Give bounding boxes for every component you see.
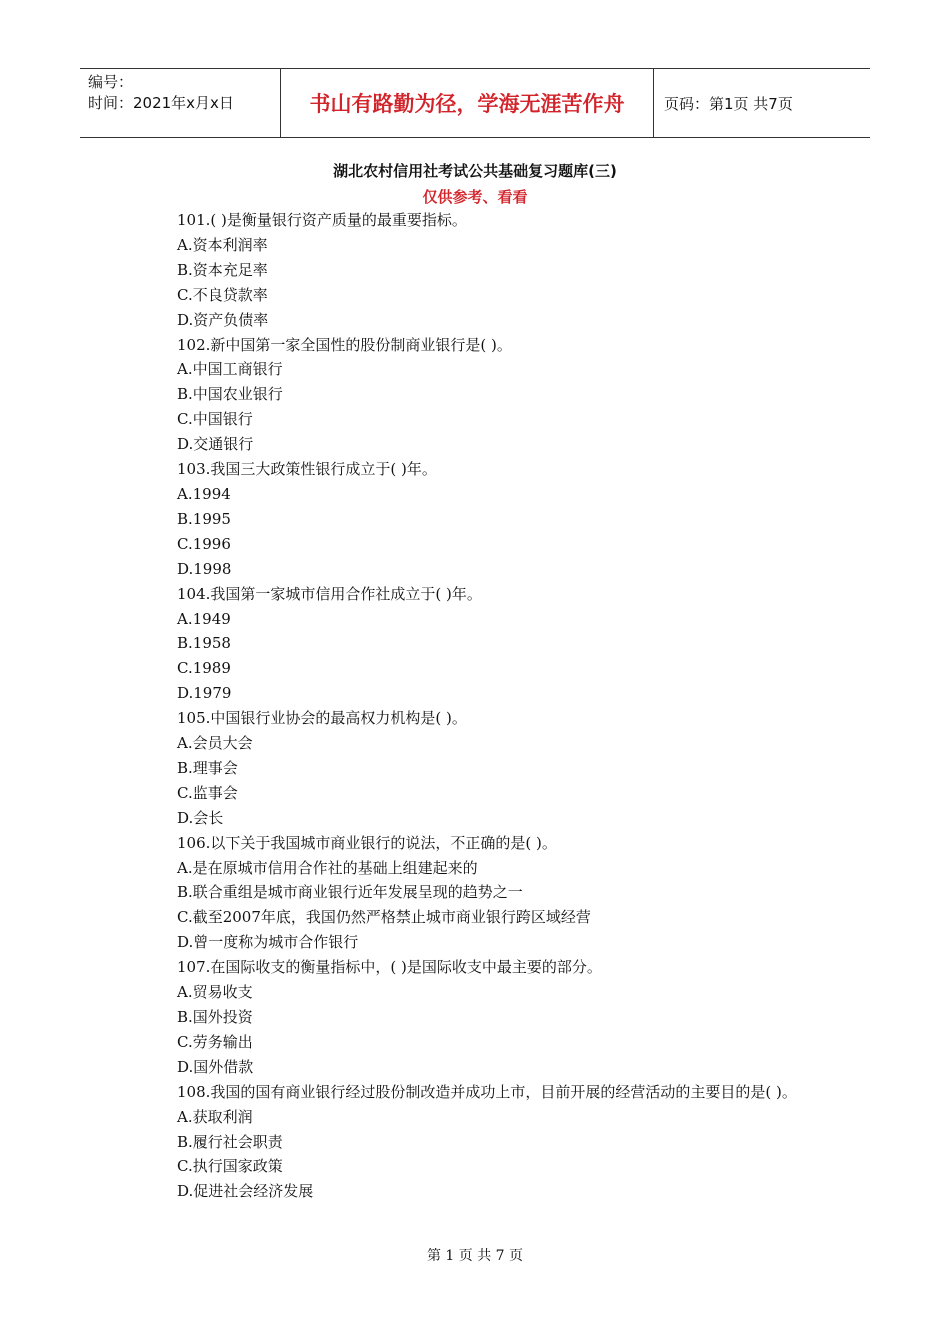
- question-option: C.执行国家政策: [177, 1157, 283, 1176]
- question-text: 101.( )是衡量银行资产质量的最重要指标。: [177, 211, 467, 229]
- question-option: A.获取利润: [177, 1107, 253, 1126]
- question-option: D.资产负债率: [177, 310, 269, 329]
- question-option: C.截至2007年底，我国仍然严格禁止城市商业银行跨区域经营: [177, 908, 591, 927]
- question-option: A.1949: [177, 609, 231, 628]
- question-option: B.联合重组是城市商业银行近年发展呈现的趋势之一: [177, 883, 523, 902]
- question-option: C.劳务输出: [177, 1032, 253, 1051]
- question-text: 108.我国的国有商业银行经过股份制改造并成功上市，目前开展的经营活动的主要目的是( )。: [177, 1082, 797, 1101]
- question-list: [145, 208, 805, 1204]
- question-text: 106.以下关于我国城市商业银行的说法，不正确的是( )。: [177, 833, 557, 852]
- question-block: [145, 1080, 805, 1205]
- header-table: [80, 68, 870, 138]
- question-option: B.资本充足率: [177, 260, 268, 279]
- header-meta-cell: [80, 69, 281, 137]
- question-block: [145, 208, 805, 333]
- document-title: 湖北农村信用社考试公共基础复习题库(三): [333, 162, 617, 180]
- question-option: B.履行社会职责: [177, 1132, 283, 1151]
- question-block: [145, 831, 805, 956]
- question-text: 104.我国第一家城市信用合作社成立于( )年。: [177, 584, 482, 603]
- question-text: 103.我国三大政策性银行成立于( )年。: [177, 460, 437, 479]
- question-block: [145, 582, 805, 707]
- question-option: A.是在原城市信用合作社的基础上组建起来的: [177, 858, 478, 877]
- question-option: D.促进社会经济发展: [177, 1182, 314, 1201]
- question-option: C.中国银行: [177, 410, 253, 429]
- question-option: A.会员大会: [177, 734, 253, 753]
- question-option: D.国外借款: [177, 1057, 254, 1076]
- question-option: B.国外投资: [177, 1008, 253, 1026]
- question-option: A.中国工商银行: [177, 360, 283, 379]
- question-option: A.1994: [177, 484, 231, 503]
- question-option: B.1958: [177, 634, 231, 653]
- document-subtitle: 仅供参考、看看: [422, 188, 528, 206]
- header-motto: 书山有路勤为径，学海无涯苦作舟: [281, 69, 654, 137]
- question-option: C.不良贷款率: [177, 285, 268, 304]
- number-label: 编号：: [88, 73, 134, 91]
- time-label: 时间：2021年x月x日: [88, 94, 234, 112]
- question-option: D.会长: [177, 808, 224, 827]
- page-footer: 第 1 页 共 7 页: [426, 1248, 524, 1264]
- question-option: B.1995: [177, 509, 231, 528]
- question-block: [145, 706, 805, 831]
- question-block: [145, 955, 805, 1080]
- question-option: D.曾一度称为城市合作银行: [177, 933, 359, 952]
- question-text: 107.在国际收支的衡量指标中，( )是国际收支中最主要的部分。: [177, 958, 602, 977]
- question-option: D.1998: [177, 559, 232, 578]
- question-text: 102.新中国第一家全国性的股份制商业银行是( )。: [177, 335, 512, 354]
- question-option: D.1979: [177, 684, 232, 703]
- question-option: C.1989: [177, 659, 231, 678]
- question-option: C.1996: [177, 534, 231, 553]
- question-option: B.理事会: [177, 758, 238, 777]
- question-option: A.贸易收支: [177, 983, 253, 1002]
- question-option: B.中国农业银行: [177, 385, 283, 404]
- question-block: [145, 457, 805, 582]
- question-block: [145, 333, 805, 458]
- question-option: A.资本利润率: [177, 235, 268, 254]
- question-option: C.监事会: [177, 783, 238, 802]
- question-text: 105.中国银行业协会的最高权力机构是( )。: [177, 709, 467, 728]
- header-page-info: 页码：第1页 共7页: [664, 94, 793, 113]
- question-option: D.交通银行: [177, 435, 254, 454]
